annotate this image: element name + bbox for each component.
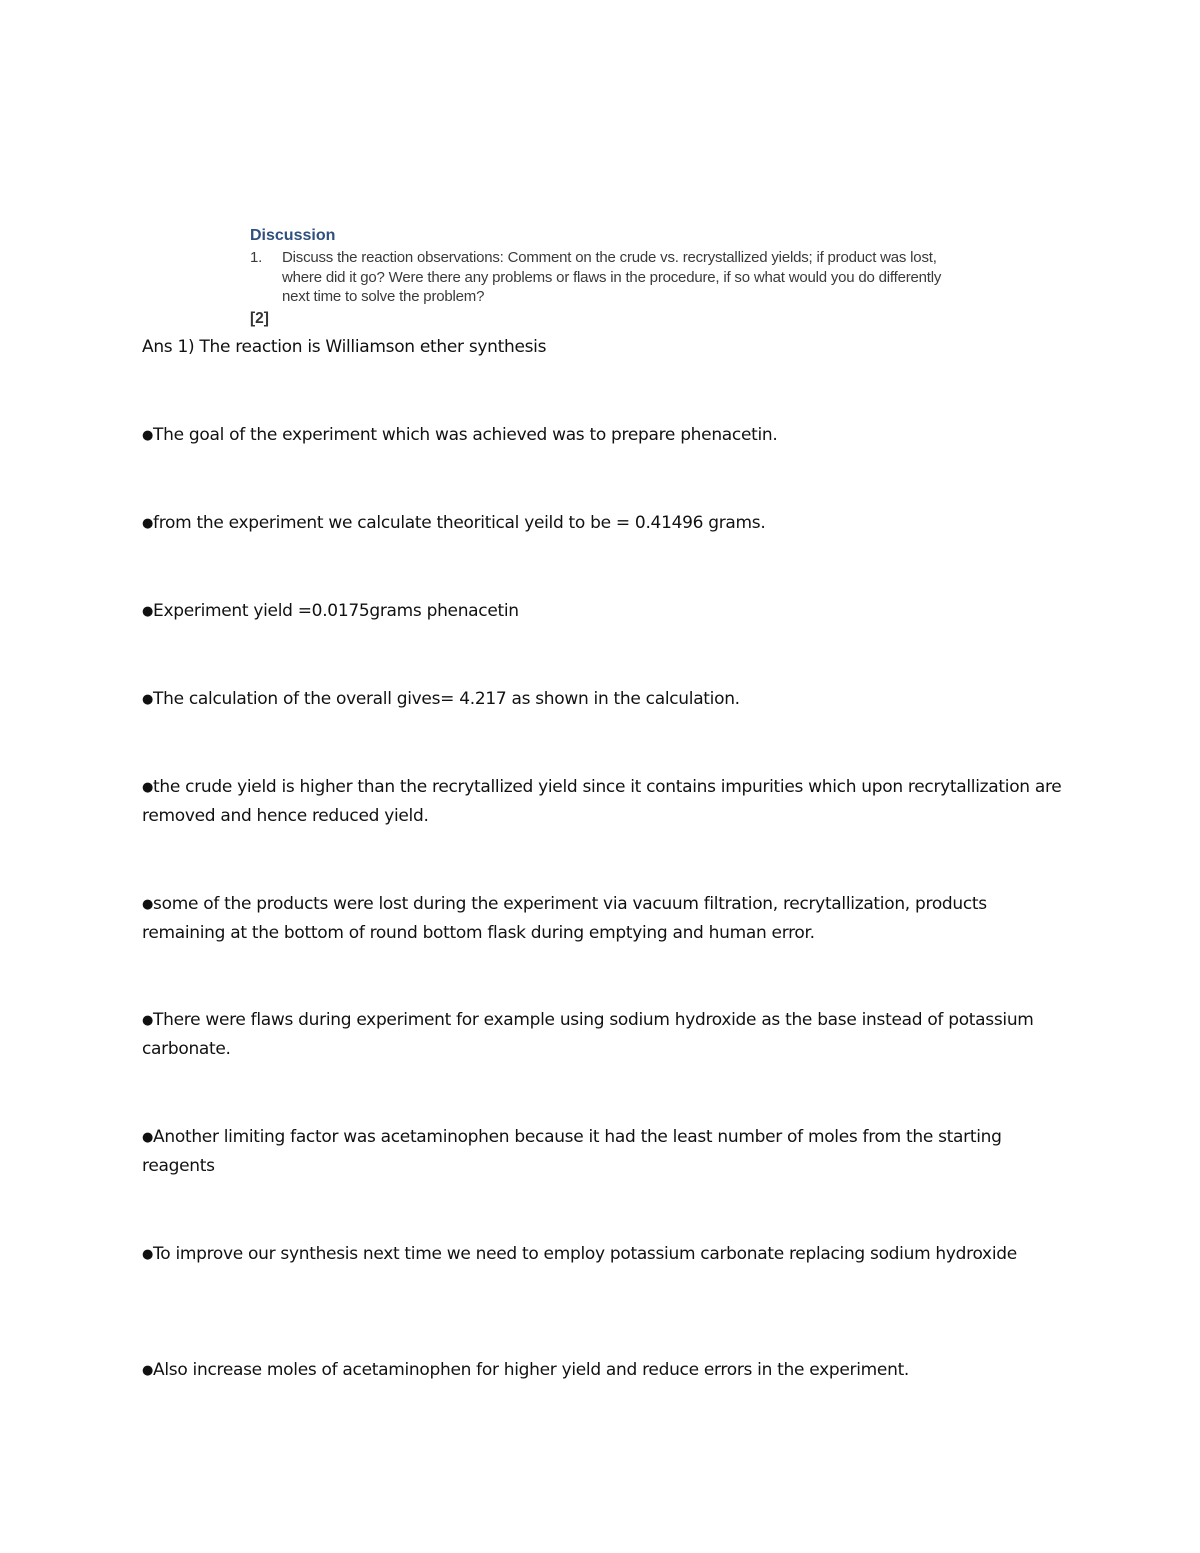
bullet-icon: ● bbox=[142, 1247, 154, 1262]
answer-bullet bbox=[142, 597, 1072, 626]
answer-bullet bbox=[142, 509, 1072, 538]
bullet-icon: ● bbox=[142, 1130, 154, 1145]
discussion-section bbox=[250, 226, 970, 329]
answer-bullet bbox=[142, 421, 1072, 450]
discussion-question bbox=[250, 248, 970, 307]
bullet-text: To improve our synthesis next time we need to employ potassium carbonate replacing sodium hydroxide bbox=[153, 1244, 1017, 1264]
answer-bullet bbox=[142, 1006, 1072, 1064]
answer-intro: Ans 1) The reaction is Williamson ether synthesis bbox=[142, 337, 547, 357]
answer-bullet bbox=[142, 1240, 1072, 1269]
bullet-text: from the experiment we calculate theoritical yeild to be = 0.41496 grams. bbox=[153, 513, 766, 533]
answer-bullet bbox=[142, 1123, 1072, 1181]
bullet-text: The calculation of the overall gives= 4.217 as shown in the calculation. bbox=[153, 689, 740, 709]
bullet-icon: ● bbox=[142, 1363, 154, 1378]
answer-bullet bbox=[142, 890, 1072, 948]
bullet-text: Experiment yield =0.0175grams phenacetin bbox=[153, 601, 519, 621]
question-number: 1. bbox=[250, 249, 263, 266]
bullet-text: Another limiting factor was acetaminophen because it had the least number of moles from the starting reagents bbox=[142, 1127, 1002, 1176]
bullet-text: some of the products were lost during the experiment via vacuum filtration, recrytallization, products remaining at the bottom of round bottom flask during emptying and human error. bbox=[142, 894, 987, 943]
discussion-heading: Discussion bbox=[250, 227, 336, 244]
question-text: Discuss the reaction observations: Comment on the crude vs. recrystallized yields; if product was lost, where did it go? Were there any problems or flaws in the procedure, if so what would you do differently next time to solve the problem? bbox=[282, 249, 942, 305]
bullet-text: Also increase moles of acetaminophen for higher yield and reduce errors in the experiment. bbox=[153, 1360, 910, 1380]
bullet-icon: ● bbox=[142, 428, 154, 443]
bullet-text: the crude yield is higher than the recrytallized yield since it contains impurities which upon recrytallization are removed and hence reduced yield. bbox=[142, 777, 1062, 826]
bullet-text: There were flaws during experiment for example using sodium hydroxide as the base instead of potassium carbonate. bbox=[142, 1010, 1034, 1059]
bullet-text: The goal of the experiment which was achieved was to prepare phenacetin. bbox=[153, 425, 778, 445]
bullet-icon: ● bbox=[142, 516, 154, 531]
bullet-icon: ● bbox=[142, 897, 154, 912]
answer-bullet bbox=[142, 1356, 1072, 1385]
answer-bullet bbox=[142, 685, 1072, 714]
bullet-icon: ● bbox=[142, 780, 154, 795]
bullet-icon: ● bbox=[142, 604, 154, 619]
answer-bullet bbox=[142, 773, 1072, 831]
question-marks: [2] bbox=[250, 309, 269, 327]
bullet-icon: ● bbox=[142, 692, 154, 707]
bullet-icon: ● bbox=[142, 1013, 154, 1028]
